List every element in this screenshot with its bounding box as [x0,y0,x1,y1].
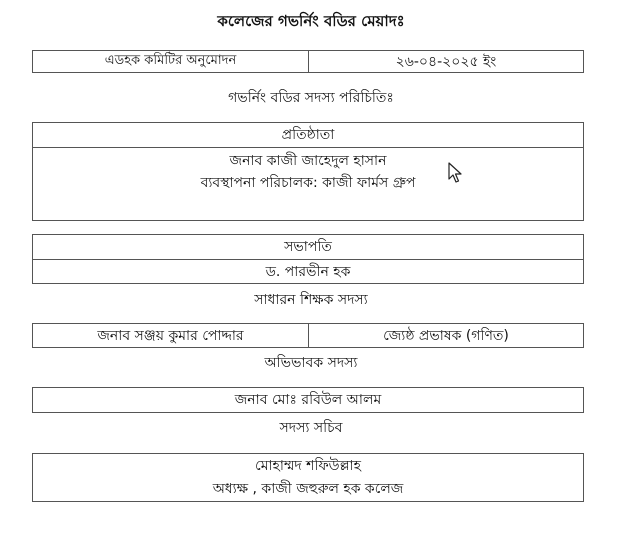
teacher-member-name: জনাব সঞ্জয় কুমার পোদ্দার [33,324,309,347]
member-secretary-name: মোহাম্মদ শফিউল্লাহ [255,457,361,474]
founder-header: প্রতিষ্ঠাতা [33,123,583,148]
teacher-member-table [32,323,584,348]
president-header: সভাপতি [33,235,583,260]
president-table [32,234,584,284]
approval-label: এডহক কমিটির অনুমোদন [33,51,309,72]
teacher-member-heading: সাধারন শিক্ষক সদস্য [254,292,368,308]
guardian-member-table [32,387,584,413]
guardian-member-heading: অভিভাবক সদস্য [264,355,358,371]
teacher-member-designation: জ্যেষ্ঠ প্রভাষক (গণিত) [383,327,509,344]
founder-table [32,122,584,221]
president-name: ড. পারভীন হক [265,264,351,280]
page-title: কলেজের গভর্নিং বডির মেয়াদঃ [217,12,405,30]
approval-date: ২৬-০৪-২০২৫ ইং [395,53,497,70]
member-secretary-designation: অধ্যক্ষ , কাজী জহুরুল হক কলেজ [212,481,404,497]
guardian-member-name: জনাব মোঃ রবিউল আলম [234,392,382,408]
members-intro-heading: গভর্নিং বডির সদস্য পরিচিতিঃ [228,90,394,106]
mouse-pointer-icon [448,162,464,184]
founder-designation: ব্যবস্থাপনা পরিচালক: কাজী ফার্মস গ্রুপ [200,175,416,191]
founder-name: জনাব কাজী জাহেদুল হাসান [229,153,387,169]
member-secretary-heading: সদস্য সচিব [279,420,343,436]
member-secretary-table [32,453,584,502]
approval-table [32,50,584,73]
